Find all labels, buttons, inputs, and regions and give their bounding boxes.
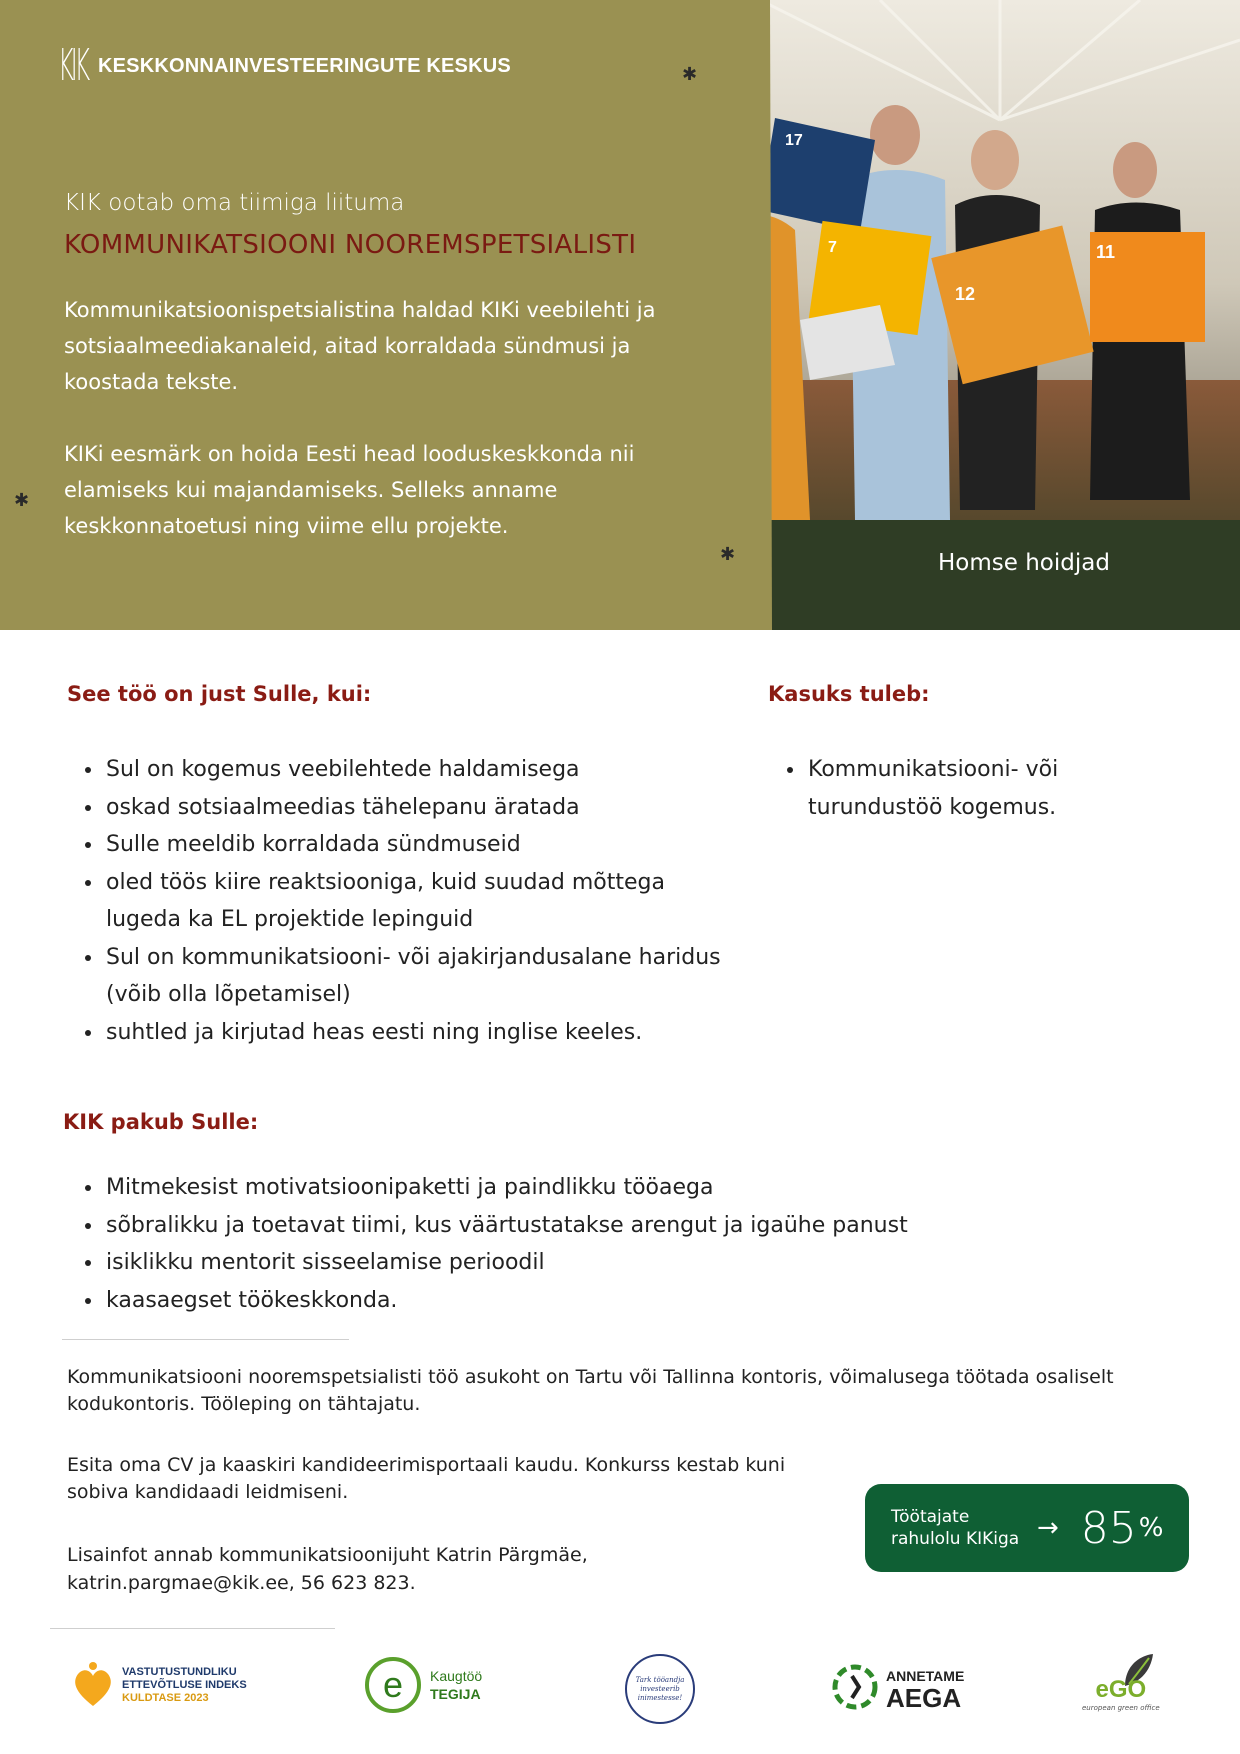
offer-list xyxy=(66,1169,1004,1319)
ant-icon: ✱ xyxy=(682,64,698,85)
ant-icon: ✱ xyxy=(14,490,30,511)
ant-icon: ✱ xyxy=(720,544,736,565)
sdg-11-number: 11 xyxy=(1096,242,1116,262)
requirement-item: • oskad sotsiaalmeedias tähelepanu äratada xyxy=(104,789,744,827)
offer-heading: KIK pakub Sulle: xyxy=(63,1110,259,1134)
ego-text: european green office xyxy=(1082,1704,1160,1712)
heart-hands-icon xyxy=(70,1660,116,1710)
intro-paragraph-2: KIKi eesmärk on hoida Eesti head looduskeskkonda nii elamiseks kui majandamiseks. Selleks anname keskkonnatoetusi ning viime ellu projekte. xyxy=(64,442,635,538)
kaugtoo-line-1: Kaugtöö xyxy=(430,1668,483,1684)
aega-line-1: ANNETAME xyxy=(886,1668,965,1684)
requirement-item: • oled töös kiire reaktsiooniga, kuid suudad mõttega lugeda ka EL projektide lepinguid xyxy=(104,864,744,939)
kik-logo-mark: KIK xyxy=(58,40,87,91)
tark-line-1: Tark tööandja xyxy=(635,1675,685,1684)
clock-icon xyxy=(826,1658,884,1716)
ego-mark: eGO xyxy=(1095,1676,1147,1703)
vei-line-3: KULDTASE 2023 xyxy=(122,1691,209,1704)
job-title: KOMMUNIKATSIOONI NOOREMSPETSIALISTI xyxy=(64,230,637,260)
contact-line-2: katrin.pargmae@kik.ee, 56 623 823. xyxy=(67,1572,416,1594)
sdg-17-number: 17 xyxy=(785,132,803,149)
offer-item: • kaasaegset töökeskkonda. xyxy=(104,1282,1004,1320)
offer-item: • sõbralikku ja toetavat tiimi, kus väärtustatakse arengut ja igaühe panust xyxy=(104,1207,1004,1245)
sdg-12-number: 12 xyxy=(955,284,976,304)
contact-line-1: Lisainfot annab kommunikatsioonijuht Katrin Pärgmäe, xyxy=(67,1544,588,1566)
offer-item: • Mitmekesist motivatsioonipaketti ja paindlikku tööaega xyxy=(104,1169,1004,1207)
svg-text:e: e xyxy=(382,1664,404,1705)
vei-logo xyxy=(70,1660,247,1710)
intro-line: KIK ootab oma tiimiga liituma xyxy=(64,190,405,216)
requirement-item: • suhtled ja kirjutad heas eesti ning inglise keeles. xyxy=(104,1014,744,1052)
vei-line-2: ETTEVÕTLUSE INDEKS xyxy=(122,1678,247,1691)
kaugtoo-logo xyxy=(362,1654,482,1716)
arrow-right-icon: → xyxy=(1037,1513,1059,1543)
requirement-item: • Sulle meeldib korraldada sündmuseid xyxy=(104,826,744,864)
intro-block xyxy=(64,190,704,580)
location-text: Kommunikatsiooni nooremspetsialisti töö asukoht on Tartu või Tallinna kontoris, võimalusega töötada osaliselt kodukontoris. Tööleping on tähtajatu. xyxy=(67,1366,1114,1415)
kaugtoo-line-2: TEGIJA xyxy=(430,1686,481,1702)
bonus-list xyxy=(768,751,1116,826)
vei-line-1: VASTUTUSTUNDLIKU xyxy=(122,1665,237,1678)
ego-logo xyxy=(1082,1650,1160,1712)
divider xyxy=(62,1339,349,1340)
tark-tooandja-seal xyxy=(625,1654,695,1724)
annetame-aega-logo xyxy=(826,1658,964,1716)
intro-paragraph-1: Kommunikatsioonispetsialistina haldad KIKi veebilehti ja sotsiaalmeediakanaleid, aitad korraldada sündmusi ja koostada tekste. xyxy=(64,298,656,394)
apply-text: Esita oma CV ja kaaskiri kandideerimisportaali kaudu. Konkurss kestab kuni sobiva kandidaadi leidmiseni. xyxy=(67,1454,786,1503)
satisfaction-badge xyxy=(865,1484,1189,1572)
requirement-item: • Sul on kommunikatsiooni- või ajakirjandusalane haridus (võib olla lõpetamisel) xyxy=(104,939,744,1014)
brand-logo xyxy=(58,40,511,91)
bonus-item: • Kommunikatsiooni- või turundustöö kogemus. xyxy=(806,751,1116,826)
aega-line-2: AEGA xyxy=(886,1683,962,1713)
sdg-7-number: 7 xyxy=(828,239,837,256)
requirements-list xyxy=(66,751,744,1051)
requirements-heading: See töö on just Sulle, kui: xyxy=(67,682,372,706)
requirement-item: • Sul on kogemus veebilehtede haldamisega xyxy=(104,751,744,789)
tark-line-3: inimestesse! xyxy=(637,1693,683,1702)
tark-line-2: investeerib xyxy=(640,1684,680,1693)
divider xyxy=(50,1628,335,1629)
photo-caption: Homse hoidjad xyxy=(938,550,1110,576)
footer-logos xyxy=(0,1640,1240,1730)
brand-name: KESKKONNAINVESTEERINGUTE KESKUS xyxy=(98,54,511,77)
hero-banner xyxy=(0,0,1240,630)
offer-item: • isiklikku mentorit sisseelamise perioodil xyxy=(104,1244,1004,1282)
bonus-heading: Kasuks tuleb: xyxy=(768,682,930,706)
badge-label: Töötajate rahulolu KIKiga xyxy=(891,1507,1020,1549)
badge-value: 85 xyxy=(1080,1502,1137,1554)
kaugtoo-e-icon xyxy=(362,1654,424,1716)
badge-unit: % xyxy=(1138,1513,1164,1543)
